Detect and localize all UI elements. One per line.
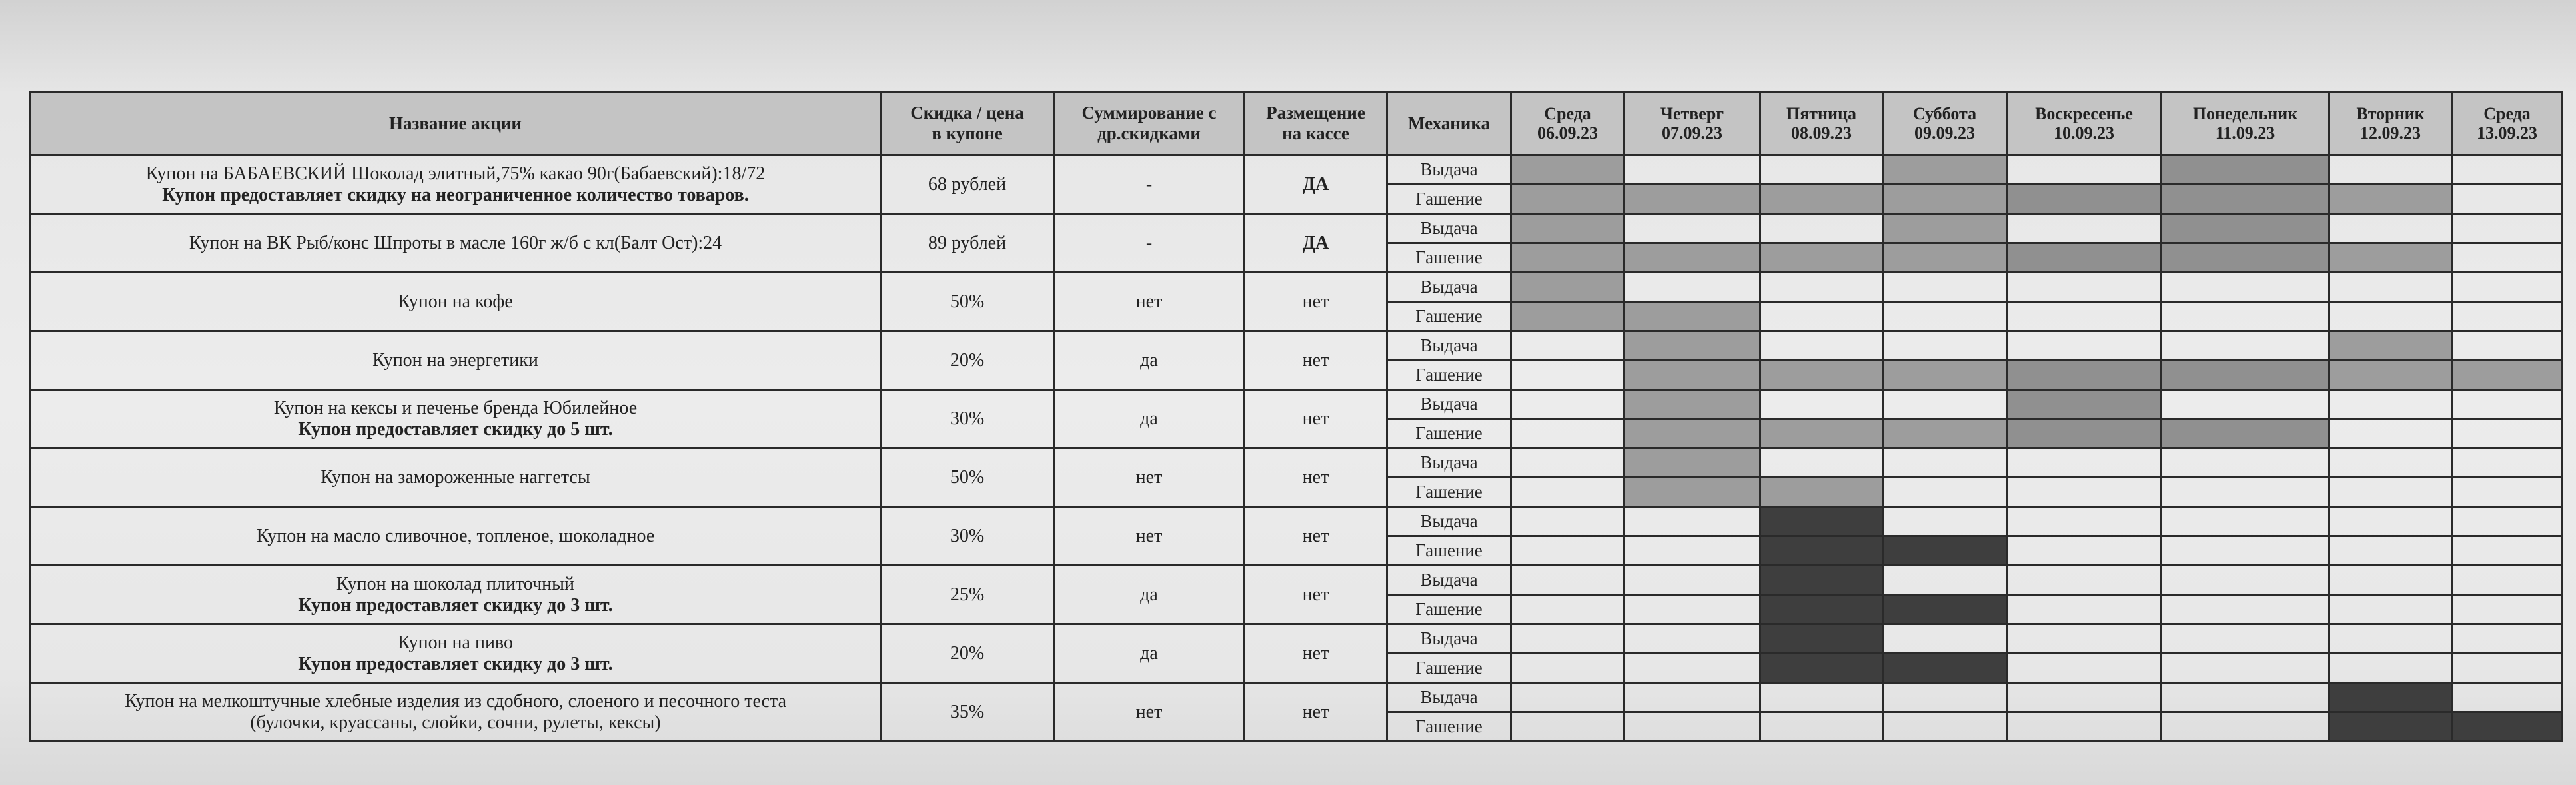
schedule-cell <box>1883 566 2007 595</box>
header-day <box>1760 92 1883 155</box>
table-row <box>31 448 2563 478</box>
schedule-cell <box>1760 273 1883 302</box>
schedule-cell <box>2329 214 2452 243</box>
promo-name: Купон на энергетики <box>372 349 538 371</box>
header-day <box>1511 92 1624 155</box>
header-placement-line1: Размещение <box>1266 103 1365 123</box>
schedule-cell <box>1511 478 1624 507</box>
schedule-cell <box>2452 683 2563 712</box>
promo-summation: - <box>1054 155 1245 214</box>
promo-summation: нет <box>1054 273 1245 331</box>
promo-name-cell <box>31 155 881 214</box>
table-row <box>31 214 2563 243</box>
header-day-date: 13.09.23 <box>2477 123 2537 143</box>
header-day-name: Суббота <box>1912 104 1977 123</box>
schedule-cell <box>1760 185 1883 214</box>
schedule-cell <box>1624 624 1760 654</box>
schedule-cell <box>1883 361 2007 390</box>
schedule-cell <box>2007 302 2162 331</box>
table-row <box>31 624 2563 654</box>
schedule-cell <box>1760 155 1883 185</box>
schedule-cell <box>2452 595 2563 624</box>
schedule-cell <box>2007 712 2162 742</box>
header-summation-line2: др.скидками <box>1097 123 1201 143</box>
schedule-cell <box>1760 331 1883 361</box>
schedule-cell <box>2452 507 2563 536</box>
promo-name-cell <box>31 273 881 331</box>
schedule-cell <box>2329 478 2452 507</box>
schedule-cell <box>1624 536 1760 566</box>
schedule-cell <box>2007 243 2162 273</box>
schedule-cell <box>1883 712 2007 742</box>
schedule-cell <box>2162 536 2329 566</box>
schedule-cell <box>1760 712 1883 742</box>
mechanic-redeem: Гашение <box>1387 302 1511 331</box>
schedule-cell <box>2007 419 2162 448</box>
promo-placement: нет <box>1245 624 1387 683</box>
schedule-cell <box>1511 566 1624 595</box>
promo-name: Купон на мелкоштучные хлебные изделия из сдобного, слоеного и песочного теста <box>124 690 787 712</box>
header-discount-line2: в купоне <box>932 123 1003 143</box>
schedule-cell <box>1883 624 2007 654</box>
schedule-cell <box>1511 185 1624 214</box>
header-day-date: 09.09.23 <box>1914 123 1975 143</box>
promo-placement: нет <box>1245 390 1387 448</box>
promo-discount: 35% <box>881 683 1054 742</box>
schedule-cell <box>2452 331 2563 361</box>
schedule-cell <box>1511 683 1624 712</box>
schedule-cell <box>2329 507 2452 536</box>
promo-placement: нет <box>1245 448 1387 507</box>
header-summation <box>1054 92 1245 155</box>
table-row <box>31 507 2563 536</box>
schedule-cell <box>2007 155 2162 185</box>
schedule-cell <box>1624 273 1760 302</box>
schedule-cell <box>2007 185 2162 214</box>
mechanic-redeem: Гашение <box>1387 595 1511 624</box>
header-day-name: Среда <box>1544 104 1591 123</box>
schedule-cell <box>2329 331 2452 361</box>
schedule-cell <box>1624 448 1760 478</box>
promo-name: Купон на масло сливочное, топленое, шоколадное <box>256 525 655 546</box>
promo-placement: нет <box>1245 566 1387 624</box>
schedule-cell <box>2329 624 2452 654</box>
schedule-cell <box>2329 419 2452 448</box>
schedule-cell <box>2452 419 2563 448</box>
schedule-cell <box>1760 243 1883 273</box>
schedule-cell <box>1511 302 1624 331</box>
schedule-cell <box>2452 536 2563 566</box>
header-summation-line1: Суммирование с <box>1081 103 1217 123</box>
schedule-cell <box>1883 448 2007 478</box>
schedule-cell <box>2007 273 2162 302</box>
schedule-cell <box>1511 155 1624 185</box>
schedule-cell <box>1760 624 1883 654</box>
schedule-cell <box>1624 155 1760 185</box>
schedule-cell <box>2329 390 2452 419</box>
schedule-cell <box>1511 624 1624 654</box>
promo-discount: 50% <box>881 448 1054 507</box>
table-row <box>31 390 2563 419</box>
mechanic-issue: Выдача <box>1387 155 1511 185</box>
schedule-cell <box>1760 214 1883 243</box>
schedule-cell <box>2007 507 2162 536</box>
promo-placement: нет <box>1245 331 1387 390</box>
schedule-cell <box>1624 566 1760 595</box>
schedule-cell <box>2007 683 2162 712</box>
schedule-cell <box>2007 624 2162 654</box>
header-day-name: Среда <box>2483 104 2531 123</box>
promo-name-cell <box>31 214 881 273</box>
schedule-cell <box>1760 654 1883 683</box>
promo-name-cell <box>31 390 881 448</box>
schedule-cell <box>1511 331 1624 361</box>
table-row <box>31 273 2563 302</box>
schedule-cell <box>2162 712 2329 742</box>
promo-name: Купон на кексы и печенье бренда Юбилейное <box>273 397 638 418</box>
header-day <box>2007 92 2162 155</box>
promo-placement: ДА <box>1245 155 1387 214</box>
schedule-cell <box>1511 361 1624 390</box>
promo-name-cell <box>31 566 881 624</box>
promo-discount: 30% <box>881 390 1054 448</box>
schedule-cell <box>1883 302 2007 331</box>
promo-summation: нет <box>1054 507 1245 566</box>
promo-summation: да <box>1054 624 1245 683</box>
schedule-cell <box>1883 536 2007 566</box>
schedule-cell <box>2007 390 2162 419</box>
schedule-cell <box>1624 302 1760 331</box>
header-day-date: 10.09.23 <box>2054 123 2114 143</box>
schedule-cell <box>2007 595 2162 624</box>
header-discount <box>881 92 1054 155</box>
schedule-cell <box>2329 683 2452 712</box>
header-discount-line1: Скидка / цена <box>910 103 1024 123</box>
schedule-cell <box>1883 155 2007 185</box>
schedule-cell <box>1760 419 1883 448</box>
promo-discount: 25% <box>881 566 1054 624</box>
schedule-cell <box>1760 390 1883 419</box>
schedule-cell <box>1883 654 2007 683</box>
schedule-cell <box>2329 155 2452 185</box>
schedule-cell <box>1624 683 1760 712</box>
promo-note: Купон предоставляет скидку до 3 шт. <box>298 594 613 616</box>
schedule-cell <box>1883 478 2007 507</box>
schedule-cell <box>1511 712 1624 742</box>
promo-discount: 20% <box>881 624 1054 683</box>
schedule-cell <box>2329 566 2452 595</box>
promo-note: Купон предоставляет скидку до 5 шт. <box>298 418 613 440</box>
schedule-cell <box>2162 331 2329 361</box>
header-day <box>1624 92 1760 155</box>
promo-placement: ДА <box>1245 214 1387 273</box>
promo-name: Купон на пиво <box>398 632 513 653</box>
header-mechanics: Механика <box>1387 92 1511 155</box>
schedule-cell <box>1883 331 2007 361</box>
schedule-cell <box>1624 243 1760 273</box>
schedule-cell <box>1511 419 1624 448</box>
schedule-cell <box>1511 243 1624 273</box>
schedule-cell <box>1624 390 1760 419</box>
header-day-name: Вторник <box>2356 104 2425 123</box>
table-row <box>31 683 2563 712</box>
schedule-cell <box>2162 507 2329 536</box>
schedule-cell <box>1760 536 1883 566</box>
schedule-cell <box>1511 595 1624 624</box>
schedule-cell <box>2329 654 2452 683</box>
schedule-cell <box>2452 390 2563 419</box>
promo-name: Купон на БАБАЕВСКИЙ Шоколад элитный,75% какао 90г(Бабаевский):18/72 <box>145 163 766 184</box>
schedule-cell <box>2329 712 2452 742</box>
schedule-cell <box>2452 566 2563 595</box>
schedule-cell <box>2162 302 2329 331</box>
schedule-cell <box>1624 214 1760 243</box>
promo-discount: 30% <box>881 507 1054 566</box>
mechanic-issue: Выдача <box>1387 331 1511 361</box>
schedule-cell <box>2007 478 2162 507</box>
promo-name: Купон на замороженные наггетсы <box>321 466 590 488</box>
header-day <box>1883 92 2007 155</box>
schedule-cell <box>1883 595 2007 624</box>
schedule-cell <box>1883 507 2007 536</box>
schedule-cell <box>1511 390 1624 419</box>
header-day <box>2452 92 2563 155</box>
schedule-cell <box>2162 243 2329 273</box>
promo-summation: да <box>1054 331 1245 390</box>
header-day-name: Пятница <box>1786 104 1856 123</box>
promo-note: Купон предоставляет скидку до 3 шт. <box>298 653 613 674</box>
mechanic-redeem: Гашение <box>1387 654 1511 683</box>
header-day-date: 06.09.23 <box>1537 123 1598 143</box>
schedule-cell <box>2329 361 2452 390</box>
promo-note: Купон предоставляет скидку на неограниченное количество товаров. <box>162 184 749 205</box>
mechanic-issue: Выдача <box>1387 390 1511 419</box>
schedule-cell <box>1624 185 1760 214</box>
schedule-cell <box>2162 595 2329 624</box>
schedule-cell <box>1624 654 1760 683</box>
schedule-cell <box>1511 536 1624 566</box>
header-day-date: 07.09.23 <box>1662 123 1722 143</box>
schedule-cell <box>1883 419 2007 448</box>
schedule-cell <box>2452 243 2563 273</box>
mechanic-issue: Выдача <box>1387 566 1511 595</box>
header-day-date: 11.09.23 <box>2215 123 2275 143</box>
schedule-cell <box>2329 243 2452 273</box>
promo-summation: да <box>1054 390 1245 448</box>
schedule-cell <box>1624 331 1760 361</box>
schedule-cell <box>2452 654 2563 683</box>
schedule-cell <box>2452 712 2563 742</box>
mechanic-redeem: Гашение <box>1387 419 1511 448</box>
schedule-cell <box>1883 683 2007 712</box>
mechanic-redeem: Гашение <box>1387 185 1511 214</box>
schedule-cell <box>1511 654 1624 683</box>
promo-name-cell <box>31 448 881 507</box>
mechanic-issue: Выдача <box>1387 624 1511 654</box>
schedule-cell <box>2329 273 2452 302</box>
schedule-cell <box>2329 185 2452 214</box>
promo-name: Купон на шоколад плиточный <box>336 573 574 594</box>
schedule-cell <box>2329 448 2452 478</box>
mechanic-redeem: Гашение <box>1387 361 1511 390</box>
schedule-cell <box>2452 273 2563 302</box>
schedule-cell <box>2452 361 2563 390</box>
schedule-cell <box>2162 624 2329 654</box>
mechanic-issue: Выдача <box>1387 448 1511 478</box>
schedule-cell <box>1511 214 1624 243</box>
promo-summation: нет <box>1054 448 1245 507</box>
promo-note: (булочки, круассаны, слойки, сочни, рулеты, кексы) <box>250 712 661 733</box>
schedule-cell <box>1883 273 2007 302</box>
promo-discount: 50% <box>881 273 1054 331</box>
promo-name-cell <box>31 624 881 683</box>
mechanic-issue: Выдача <box>1387 507 1511 536</box>
schedule-cell <box>1760 566 1883 595</box>
promo-schedule-table <box>29 91 2563 742</box>
schedule-cell <box>1511 507 1624 536</box>
schedule-cell <box>2162 448 2329 478</box>
schedule-cell <box>1760 361 1883 390</box>
schedule-cell <box>2452 185 2563 214</box>
mechanic-issue: Выдача <box>1387 214 1511 243</box>
schedule-cell <box>2162 361 2329 390</box>
schedule-cell <box>2452 448 2563 478</box>
schedule-cell <box>1624 361 1760 390</box>
promo-discount: 89 рублей <box>881 214 1054 273</box>
schedule-cell <box>2162 185 2329 214</box>
promo-name: Купон на ВК Рыб/конс Шпроты в масле 160г ж/б с кл(Балт Ост):24 <box>189 232 722 253</box>
schedule-cell <box>1624 507 1760 536</box>
header-day-date: 08.09.23 <box>1791 123 1852 143</box>
mechanic-redeem: Гашение <box>1387 243 1511 273</box>
header-name: Название акции <box>31 92 881 155</box>
schedule-cell <box>2007 536 2162 566</box>
schedule-cell <box>2162 654 2329 683</box>
schedule-cell <box>2329 302 2452 331</box>
schedule-cell <box>2329 595 2452 624</box>
promo-placement: нет <box>1245 507 1387 566</box>
schedule-cell <box>2007 361 2162 390</box>
header-day <box>2162 92 2329 155</box>
header-day-name: Воскресенье <box>2035 104 2133 123</box>
promo-summation: нет <box>1054 683 1245 742</box>
table-header <box>31 92 2563 155</box>
table-body <box>31 155 2563 742</box>
header-day <box>2329 92 2452 155</box>
mechanic-redeem: Гашение <box>1387 478 1511 507</box>
schedule-cell <box>1760 683 1883 712</box>
schedule-cell <box>1511 273 1624 302</box>
promo-discount: 20% <box>881 331 1054 390</box>
promo-name-cell <box>31 507 881 566</box>
promo-name-cell <box>31 683 881 742</box>
header-placement-line2: на кассе <box>1282 123 1349 143</box>
schedule-cell <box>1511 448 1624 478</box>
promo-discount: 68 рублей <box>881 155 1054 214</box>
schedule-cell <box>1883 390 2007 419</box>
table-row <box>31 331 2563 361</box>
schedule-cell <box>2162 390 2329 419</box>
schedule-cell <box>2162 478 2329 507</box>
schedule-cell <box>1760 448 1883 478</box>
schedule-cell <box>1624 712 1760 742</box>
promo-name: Купон на кофе <box>398 291 513 312</box>
mechanic-issue: Выдача <box>1387 273 1511 302</box>
header-placement <box>1245 92 1387 155</box>
promo-placement: нет <box>1245 683 1387 742</box>
schedule-cell <box>2007 448 2162 478</box>
schedule-cell <box>2329 536 2452 566</box>
schedule-cell <box>2452 214 2563 243</box>
table-row <box>31 566 2563 595</box>
promo-placement: нет <box>1245 273 1387 331</box>
schedule-cell <box>1760 595 1883 624</box>
mechanic-redeem: Гашение <box>1387 712 1511 742</box>
schedule-cell <box>2452 624 2563 654</box>
schedule-cell <box>2007 654 2162 683</box>
schedule-cell <box>2007 214 2162 243</box>
schedule-cell <box>1760 302 1883 331</box>
header-day-name: Четверг <box>1660 104 1724 123</box>
schedule-cell <box>1760 507 1883 536</box>
schedule-cell <box>2162 155 2329 185</box>
schedule-cell <box>2162 273 2329 302</box>
schedule-cell <box>1624 595 1760 624</box>
header-day-date: 12.09.23 <box>2360 123 2421 143</box>
schedule-cell <box>1883 185 2007 214</box>
schedule-cell <box>2162 419 2329 448</box>
schedule-cell <box>2007 331 2162 361</box>
schedule-cell <box>2452 155 2563 185</box>
header-day-name: Понедельник <box>2192 104 2298 123</box>
schedule-cell <box>1624 419 1760 448</box>
schedule-cell <box>1760 478 1883 507</box>
mechanic-issue: Выдача <box>1387 683 1511 712</box>
promo-summation: да <box>1054 566 1245 624</box>
table-row <box>31 155 2563 185</box>
schedule-cell <box>1883 214 2007 243</box>
schedule-cell <box>2452 478 2563 507</box>
schedule-cell <box>2452 302 2563 331</box>
schedule-cell <box>2007 566 2162 595</box>
schedule-cell <box>2162 214 2329 243</box>
promo-summation: - <box>1054 214 1245 273</box>
schedule-cell <box>2162 566 2329 595</box>
schedule-cell <box>1883 243 2007 273</box>
promo-name-cell <box>31 331 881 390</box>
schedule-cell <box>2162 683 2329 712</box>
schedule-cell <box>1624 478 1760 507</box>
mechanic-redeem: Гашение <box>1387 536 1511 566</box>
